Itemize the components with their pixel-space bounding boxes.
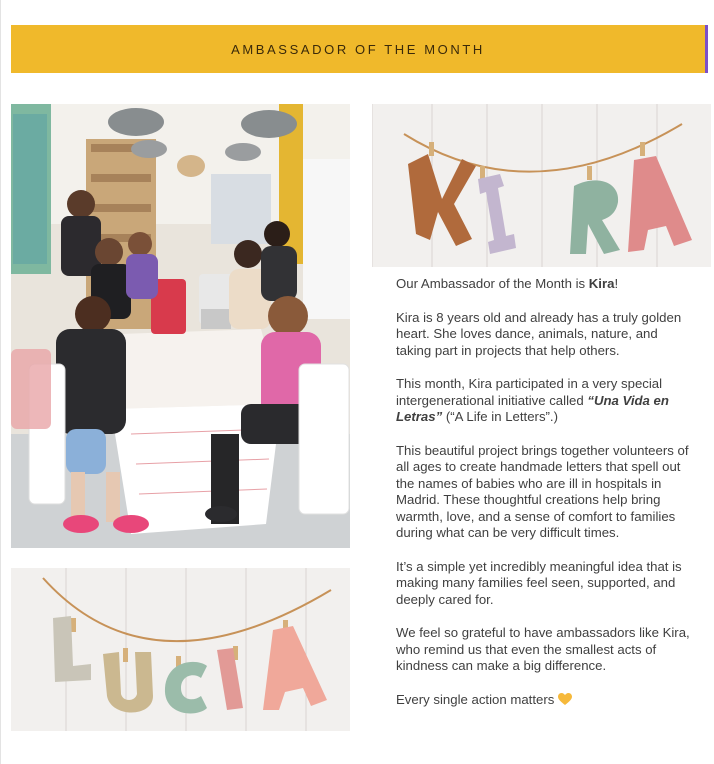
workshop-photo [11,104,350,548]
banner-title: AMBASSADOR OF THE MONTH [231,41,485,57]
article-paragraph-project: This beautiful project brings together volunteers of all ages to create handmade letters that spell out the names of babies who are ill in hospitals in Madrid. These thoughtful creations help bring warmth, love, and a sense of comfort to families during what can be very difficult times. [396,442,689,540]
initiative-translation: (“A Life in Letters”.) [442,409,558,424]
ambassador-name: Kira [588,276,615,291]
intro-text: Our Ambassador of the Month is [396,276,589,291]
article-paragraph-about: Kira is 8 years old and already has a truly golden heart. She loves dance, animals, nature, and taking part in projects that help others. [396,309,682,358]
closing-text: Every single action matters [396,691,555,707]
initiative-name: “Una Vida en Letras” [396,392,669,424]
intro-suffix: ! [614,276,619,291]
yellow-heart-icon [558,693,572,711]
article-paragraph-meaning: It’s a simple yet incredibly meaningful idea that is making many families feel seen, supported, and deeply cared for. [396,558,682,607]
article-intro [396,276,692,293]
page-left-border [0,0,1,764]
lucia-garland-photo [11,568,350,731]
ambassador-article [396,276,692,727]
article-paragraph-gratitude: We feel so grateful to have ambassadors like Kira, who remind us that even the smallest acts of kindness can make a big difference. [396,625,690,673]
article-closing [396,692,692,711]
kira-garland-photo [372,104,711,267]
banner-accent-bar [705,25,708,73]
article-paragraph-initiative [396,376,692,426]
section-banner [11,25,705,73]
initiative-text: This month, Kira participated in a very special intergenerational initiative called [396,376,663,408]
